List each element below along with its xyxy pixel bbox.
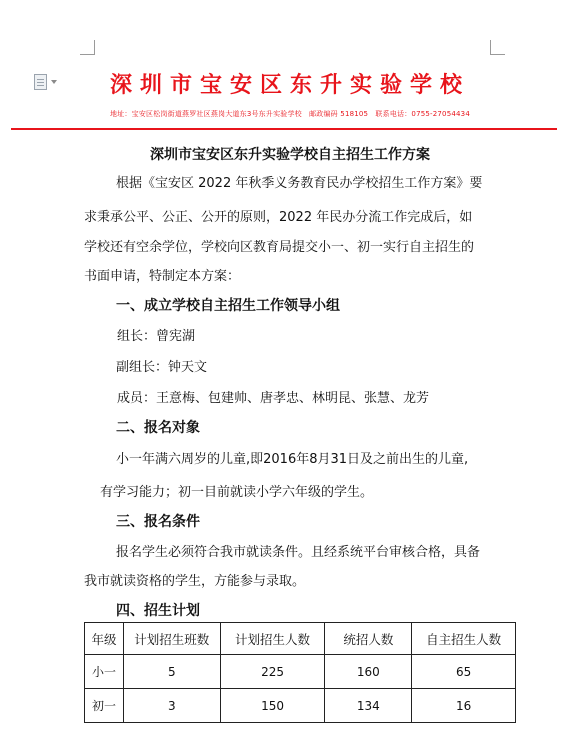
header-planned-students: 计划招生人数 <box>220 623 325 655</box>
table-header-row <box>85 623 516 655</box>
members-line: 成员：王意梅、包建帅、唐孝忠、林明昆、张慧、龙芳 <box>117 391 430 406</box>
table-cell: 5 <box>123 655 220 689</box>
header-planned-classes: 计划招生班数 <box>123 623 220 655</box>
section-3-line-1: 报名学生必须符合我市就读条件。且经系统平台审核合格，具备 <box>116 545 481 560</box>
section-3-line-2: 我市就读资格的学生，方能参与录取。 <box>84 574 306 589</box>
intro-line-2: 求秉承公平、公正、公开的原则，2022 年民办分流工作完成后，如 <box>84 210 473 225</box>
crop-mark-top-right <box>490 40 505 55</box>
school-address: 地址：宝安区松岗街道燕罗社区燕岗大道东3号东升实验学校 邮政编码 518105 联系电话：0755-27054434 <box>110 110 470 118</box>
table-row <box>85 689 516 723</box>
header-independent-enrollment: 自主招生人数 <box>412 623 516 655</box>
table-cell: 初一 <box>85 689 124 723</box>
intro-line-1: 根据《宝安区 2022 年秋季义务教育民办学校招生工作方案》要 <box>116 176 483 191</box>
header-unified-enrollment: 统招人数 <box>325 623 412 655</box>
table-cell: 225 <box>220 655 325 689</box>
section-2-line-1: 小一年满六周岁的儿童,即2016年8月31日及之前出生的儿童, <box>116 452 469 467</box>
intro-line-4: 书面申请，特制定本方案： <box>84 269 241 284</box>
table-cell: 65 <box>412 655 516 689</box>
document-title: 深圳市宝安区东升实验学校自主招生工作方案 <box>150 147 430 163</box>
table-cell: 134 <box>325 689 412 723</box>
table-cell: 160 <box>325 655 412 689</box>
table-cell: 16 <box>412 689 516 723</box>
table-cell: 150 <box>220 689 325 723</box>
enrollment-plan-table <box>84 622 516 723</box>
table-cell: 小一 <box>85 655 124 689</box>
section-2-heading: 二、报名对象 <box>116 420 200 436</box>
header-grade: 年级 <box>85 623 124 655</box>
letterhead-divider <box>11 128 557 130</box>
table-row <box>85 655 516 689</box>
section-4-heading: 四、招生计划 <box>116 603 200 619</box>
section-1-heading: 一、成立学校自主招生工作领导小组 <box>116 298 340 314</box>
leader-line: 组长：曾宪湖 <box>117 329 196 344</box>
school-name: 深圳市宝安区东升实验学校 <box>109 73 470 98</box>
section-3-heading: 三、报名条件 <box>116 514 200 530</box>
table-cell: 3 <box>123 689 220 723</box>
section-2-line-2: 有学习能力；初一目前就读小学六年级的学生。 <box>100 485 374 500</box>
intro-line-3: 学校还有空余学位，学校向区教育局提交小一、初一实行自主招生的 <box>84 240 475 255</box>
deputy-line: 副组长：钟天文 <box>116 360 208 375</box>
crop-mark-top-left <box>80 40 95 55</box>
